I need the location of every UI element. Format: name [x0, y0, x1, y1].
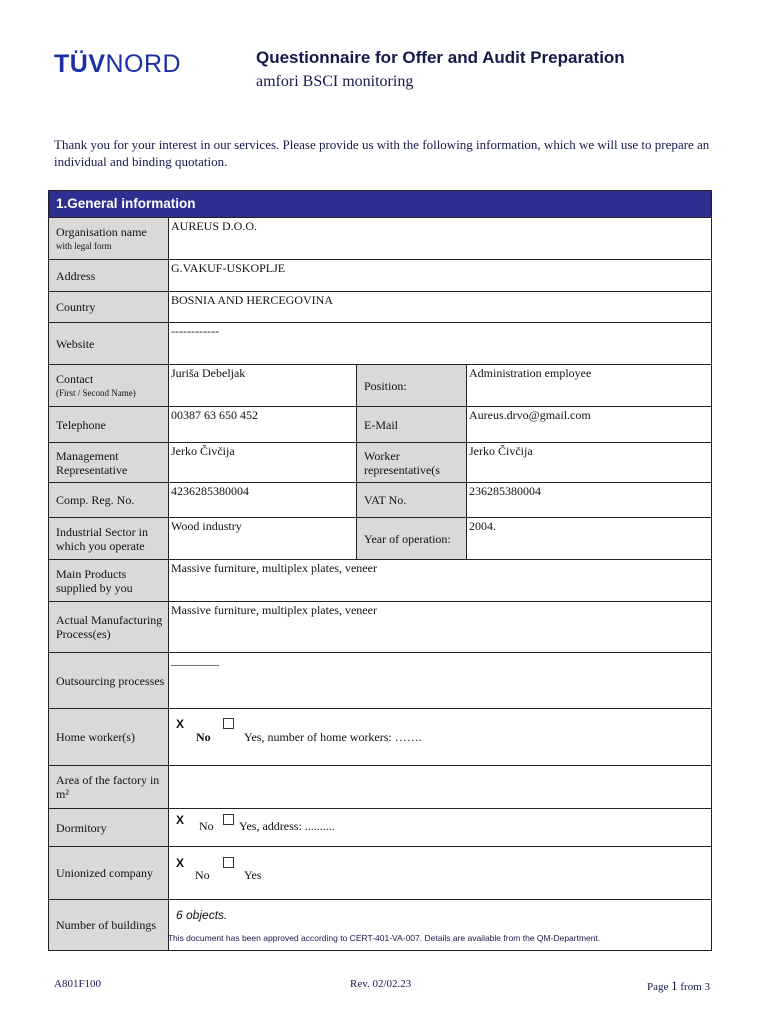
dormitory-label: Dormitory [49, 809, 169, 846]
comp-reg-value[interactable]: 4236285380004 [169, 483, 357, 517]
row-home-workers [49, 709, 711, 766]
org-value[interactable]: AUREUS D.O.O. [171, 219, 258, 233]
email-value[interactable]: Aureus.drvo@gmail.com [469, 408, 591, 422]
sector-label: Industrial Sector in which you operate [49, 518, 169, 559]
tuv-nord-logo: TÜVNORD [54, 50, 182, 78]
country-label: Country [49, 292, 169, 322]
worker-rep-value[interactable]: Jerko Čivčija [469, 444, 533, 458]
unionized-label: Unionized company [49, 847, 169, 899]
contact-label: Contact [56, 371, 94, 386]
comp-reg-label: Comp. Reg. No. [49, 483, 169, 517]
row-telephone [49, 407, 711, 443]
row-organisation [49, 218, 711, 260]
outsourcing-label: Outsourcing processes [49, 653, 169, 708]
year-value[interactable]: 2004. [469, 519, 496, 533]
vat-value[interactable]: 236285380004 [469, 484, 541, 498]
contact-value[interactable]: Juriša Debeljak [169, 365, 357, 406]
email-label: E-Mail [357, 407, 467, 442]
home-workers-yes-label: Yes, number of home workers: ……. [244, 730, 422, 744]
approval-note: This document has been approved according to CERT-401-VA-007. Details are available from the QM-Department. [167, 933, 601, 943]
contact-sublabel: (First / Second Name) [56, 387, 136, 398]
vat-label: VAT No. [357, 483, 467, 517]
home-workers-no-check[interactable]: X [176, 717, 185, 731]
website-label: Website [49, 323, 169, 364]
products-value[interactable]: Massive furniture, multiplex plates, veneer [171, 561, 377, 575]
document-subtitle: amfori BSCI monitoring [256, 73, 414, 90]
country-value[interactable]: BOSNIA AND HERCEGOVINA [171, 293, 334, 307]
intro-text: Thank you for your interest in our services. Please provide us with the following information, which we will use to prepare an individual and binding quotation. [54, 137, 710, 169]
management-label: Management Representative [49, 443, 169, 482]
telephone-value[interactable]: 00387 63 650 452 [169, 407, 357, 442]
home-workers-label: Home worker(s) [49, 709, 169, 765]
document-title: Questionnaire for Offer and Audit Preparation [256, 48, 625, 67]
page-number: Page 1 from 3 [647, 978, 711, 993]
row-country [49, 292, 711, 323]
document-code: A801F100 [54, 978, 102, 990]
row-products [49, 560, 711, 602]
general-information-form [48, 190, 712, 951]
section-header: 1.General information [49, 191, 711, 218]
row-area [49, 766, 711, 809]
dormitory-yes-label: Yes, address: .......... [239, 819, 335, 833]
address-label: Address [49, 260, 169, 291]
unionized-no-label: No [195, 868, 210, 882]
dormitory-yes-checkbox[interactable] [223, 814, 234, 825]
website-value[interactable]: ------------ [171, 324, 219, 338]
buildings-label: Number of buildings [49, 900, 169, 950]
management-value[interactable]: Jerko Čivčija [169, 443, 357, 482]
sector-value[interactable]: Wood industry [169, 518, 357, 559]
row-outsourcing [49, 653, 711, 709]
process-value[interactable]: Massive furniture, multiplex plates, veneer [171, 603, 377, 617]
home-workers-yes-checkbox[interactable] [223, 718, 234, 729]
year-label: Year of operation: [357, 518, 467, 559]
telephone-label: Telephone [49, 407, 169, 442]
row-contact [49, 365, 711, 407]
unionized-yes-label: Yes [244, 868, 262, 882]
products-label: Main Products supplied by you [49, 560, 169, 601]
unionized-yes-checkbox[interactable] [223, 857, 234, 868]
row-unionized [49, 847, 711, 900]
row-sector [49, 518, 711, 560]
row-process [49, 602, 711, 653]
org-label: Organisation name [56, 224, 147, 239]
area-label: Area of the factory in m² [49, 766, 169, 808]
row-website [49, 323, 711, 365]
row-representatives [49, 443, 711, 483]
dormitory-no-label: No [199, 819, 214, 833]
dormitory-no-check[interactable]: X [176, 813, 185, 827]
address-value[interactable]: G.VAKUF-USKOPLJE [171, 261, 286, 275]
area-value[interactable] [169, 766, 711, 808]
outsourcing-value[interactable]: ________ [171, 653, 219, 667]
row-registration [49, 483, 711, 518]
org-sublabel: with legal form [56, 240, 112, 251]
position-label: Position: [357, 365, 467, 406]
process-label: Actual Manufacturing Process(es) [49, 602, 169, 652]
home-workers-no-label: No [196, 730, 211, 744]
revision: Rev. 02/02.23 [350, 978, 412, 990]
buildings-value: 6 objects. [176, 908, 228, 922]
row-address [49, 260, 711, 292]
worker-rep-label: Worker representative(s [357, 443, 467, 482]
unionized-no-check[interactable]: X [176, 856, 185, 870]
position-value[interactable]: Administration employee [469, 366, 592, 380]
row-dormitory [49, 809, 711, 847]
